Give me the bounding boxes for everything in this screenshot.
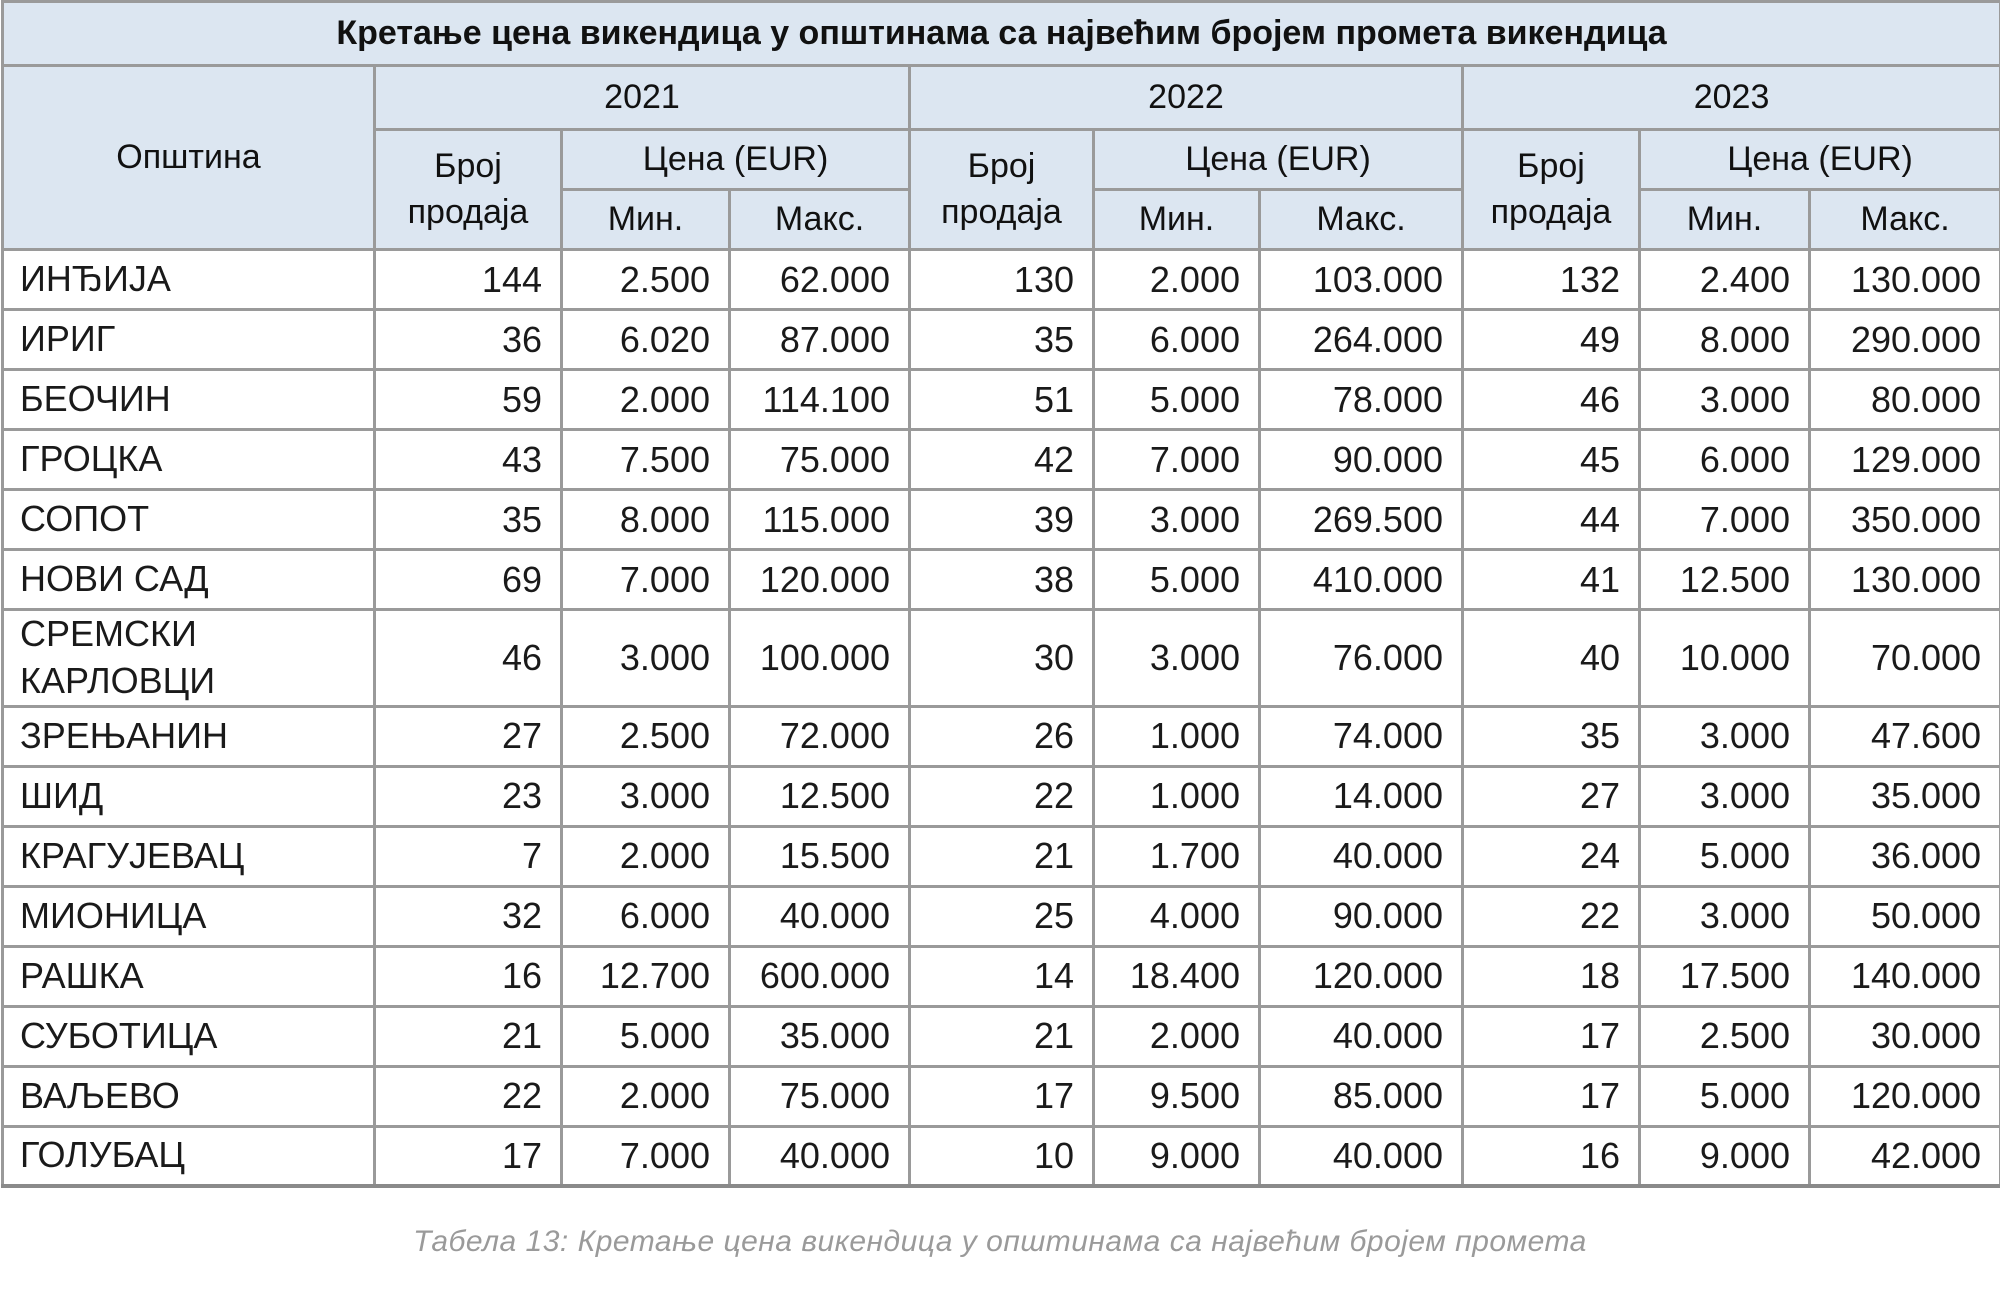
count-2023-cell: 16 (1463, 1126, 1640, 1186)
count-2022-cell: 10 (910, 1126, 1094, 1186)
count-2021-cell: 16 (375, 946, 562, 1006)
min-2023-cell: 3.000 (1640, 766, 1810, 826)
max-2023-cell: 350.000 (1810, 490, 2000, 550)
count-2022-cell: 130 (910, 250, 1094, 310)
count-2023-cell: 24 (1463, 826, 1640, 886)
min-2021-cell: 6.020 (562, 310, 730, 370)
max-2021-cell: 114.100 (730, 370, 910, 430)
municipality-cell: ГОЛУБАЦ (3, 1126, 375, 1186)
max-2021-cell: 40.000 (730, 1126, 910, 1186)
max-2023-cell: 80.000 (1810, 370, 2000, 430)
max-2023-cell: 50.000 (1810, 886, 2000, 946)
max-2021-cell: 100.000 (730, 610, 910, 707)
max-2023-cell: 140.000 (1810, 946, 2000, 1006)
count-2021-cell: 21 (375, 1006, 562, 1066)
table-header (3, 2, 2000, 250)
count-2022-cell: 14 (910, 946, 1094, 1006)
header-max-2022: Макс. (1260, 190, 1463, 250)
max-2023-cell: 120.000 (1810, 1066, 2000, 1126)
min-2023-cell: 5.000 (1640, 826, 1810, 886)
count-2023-cell: 45 (1463, 430, 1640, 490)
min-2023-cell: 3.000 (1640, 886, 1810, 946)
header-max-2021: Макс. (730, 190, 910, 250)
municipality-cell: ВАЉЕВО (3, 1066, 375, 1126)
header-price-2021: Цена (EUR) (562, 130, 910, 190)
min-2021-cell: 6.000 (562, 886, 730, 946)
min-2021-cell: 7.500 (562, 430, 730, 490)
min-2022-cell: 6.000 (1094, 310, 1260, 370)
count-2022-cell: 21 (910, 826, 1094, 886)
max-2021-cell: 72.000 (730, 706, 910, 766)
count-2021-cell: 7 (375, 826, 562, 886)
count-2022-cell: 22 (910, 766, 1094, 826)
count-2023-cell: 41 (1463, 550, 1640, 610)
min-2022-cell: 1.000 (1094, 706, 1260, 766)
table-row (3, 946, 2000, 1006)
max-2022-cell: 120.000 (1260, 946, 1463, 1006)
header-count-2023: Број продаја (1463, 130, 1640, 250)
min-2021-cell: 2.500 (562, 706, 730, 766)
max-2023-cell: 130.000 (1810, 550, 2000, 610)
max-2023-cell: 35.000 (1810, 766, 2000, 826)
header-count-2021: Број продаја (375, 130, 562, 250)
municipality-cell: БЕОЧИН (3, 370, 375, 430)
min-2022-cell: 3.000 (1094, 490, 1260, 550)
max-2021-cell: 62.000 (730, 250, 910, 310)
header-municipality: Општина (3, 66, 375, 250)
count-2022-cell: 17 (910, 1066, 1094, 1126)
header-year-2022: 2022 (910, 66, 1463, 130)
count-2023-cell: 17 (1463, 1006, 1640, 1066)
min-2023-cell: 3.000 (1640, 370, 1810, 430)
min-2021-cell: 12.700 (562, 946, 730, 1006)
count-2021-cell: 69 (375, 550, 562, 610)
table-row (3, 310, 2000, 370)
min-2021-cell: 7.000 (562, 550, 730, 610)
count-2023-cell: 17 (1463, 1066, 1640, 1126)
min-2023-cell: 10.000 (1640, 610, 1810, 707)
municipality-cell: ШИД (3, 766, 375, 826)
min-2023-cell: 2.400 (1640, 250, 1810, 310)
count-2023-cell: 132 (1463, 250, 1640, 310)
min-2021-cell: 8.000 (562, 490, 730, 550)
max-2023-cell: 130.000 (1810, 250, 2000, 310)
municipality-cell: ГРОЦКА (3, 430, 375, 490)
table-row (3, 250, 2000, 310)
header-min-2023: Мин. (1640, 190, 1810, 250)
count-2023-cell: 22 (1463, 886, 1640, 946)
count-2022-cell: 30 (910, 610, 1094, 707)
max-2022-cell: 90.000 (1260, 886, 1463, 946)
max-2021-cell: 12.500 (730, 766, 910, 826)
municipality-cell: СОПОТ (3, 490, 375, 550)
municipality-cell: РАШКА (3, 946, 375, 1006)
min-2022-cell: 1.700 (1094, 826, 1260, 886)
table-row (3, 886, 2000, 946)
header-max-2023: Макс. (1810, 190, 2000, 250)
municipality-cell: СУБОТИЦА (3, 1006, 375, 1066)
max-2022-cell: 264.000 (1260, 310, 1463, 370)
header-min-2021: Мин. (562, 190, 730, 250)
max-2022-cell: 90.000 (1260, 430, 1463, 490)
min-2022-cell: 4.000 (1094, 886, 1260, 946)
count-2023-cell: 46 (1463, 370, 1640, 430)
min-2022-cell: 5.000 (1094, 550, 1260, 610)
table-row (3, 550, 2000, 610)
min-2022-cell: 9.000 (1094, 1126, 1260, 1186)
count-2023-cell: 49 (1463, 310, 1640, 370)
count-2021-cell: 23 (375, 766, 562, 826)
table-row (3, 490, 2000, 550)
prices-table (1, 0, 2000, 1188)
min-2023-cell: 7.000 (1640, 490, 1810, 550)
municipality-cell: ИРИГ (3, 310, 375, 370)
count-2021-cell: 22 (375, 1066, 562, 1126)
min-2022-cell: 9.500 (1094, 1066, 1260, 1126)
table-row (3, 706, 2000, 766)
max-2023-cell: 290.000 (1810, 310, 2000, 370)
count-2021-cell: 36 (375, 310, 562, 370)
max-2022-cell: 14.000 (1260, 766, 1463, 826)
min-2022-cell: 2.000 (1094, 250, 1260, 310)
count-2023-cell: 27 (1463, 766, 1640, 826)
min-2023-cell: 3.000 (1640, 706, 1810, 766)
max-2022-cell: 76.000 (1260, 610, 1463, 707)
min-2022-cell: 7.000 (1094, 430, 1260, 490)
count-2023-cell: 35 (1463, 706, 1640, 766)
max-2021-cell: 115.000 (730, 490, 910, 550)
min-2021-cell: 5.000 (562, 1006, 730, 1066)
table-row (3, 1126, 2000, 1186)
min-2023-cell: 5.000 (1640, 1066, 1810, 1126)
max-2022-cell: 410.000 (1260, 550, 1463, 610)
count-2022-cell: 51 (910, 370, 1094, 430)
count-2021-cell: 17 (375, 1126, 562, 1186)
max-2022-cell: 103.000 (1260, 250, 1463, 310)
min-2021-cell: 2.000 (562, 1066, 730, 1126)
header-year-2021: 2021 (375, 66, 910, 130)
municipality-cell: КРАГУЈЕВАЦ (3, 826, 375, 886)
max-2022-cell: 40.000 (1260, 1126, 1463, 1186)
count-2022-cell: 42 (910, 430, 1094, 490)
count-2021-cell: 32 (375, 886, 562, 946)
count-2022-cell: 35 (910, 310, 1094, 370)
table-caption: Табела 13: Кретање цена викендица у општинама са највећим бројем промета (413, 1225, 1587, 1258)
count-2021-cell: 59 (375, 370, 562, 430)
header-min-2022: Мин. (1094, 190, 1260, 250)
table-row (3, 430, 2000, 490)
municipality-cell: ИНЂИЈА (3, 250, 375, 310)
table-row (3, 370, 2000, 430)
min-2021-cell: 3.000 (562, 610, 730, 707)
min-2022-cell: 5.000 (1094, 370, 1260, 430)
count-2022-cell: 39 (910, 490, 1094, 550)
max-2021-cell: 120.000 (730, 550, 910, 610)
count-2021-cell: 27 (375, 706, 562, 766)
count-2023-cell: 40 (1463, 610, 1640, 707)
max-2021-cell: 75.000 (730, 430, 910, 490)
count-2021-cell: 46 (375, 610, 562, 707)
count-2022-cell: 25 (910, 886, 1094, 946)
max-2022-cell: 269.500 (1260, 490, 1463, 550)
min-2021-cell: 3.000 (562, 766, 730, 826)
municipality-cell: МИОНИЦА (3, 886, 375, 946)
max-2023-cell: 129.000 (1810, 430, 2000, 490)
table-title: Кретање цена викендица у општинама са највећим бројем промета викендица (3, 2, 2000, 66)
max-2023-cell: 30.000 (1810, 1006, 2000, 1066)
max-2022-cell: 40.000 (1260, 826, 1463, 886)
min-2023-cell: 8.000 (1640, 310, 1810, 370)
count-2021-cell: 43 (375, 430, 562, 490)
municipality-cell: ЗРЕЊАНИН (3, 706, 375, 766)
max-2023-cell: 47.600 (1810, 706, 2000, 766)
min-2021-cell: 2.000 (562, 370, 730, 430)
min-2021-cell: 7.000 (562, 1126, 730, 1186)
max-2021-cell: 87.000 (730, 310, 910, 370)
table-row (3, 766, 2000, 826)
min-2022-cell: 2.000 (1094, 1006, 1260, 1066)
max-2021-cell: 15.500 (730, 826, 910, 886)
max-2021-cell: 40.000 (730, 886, 910, 946)
max-2021-cell: 600.000 (730, 946, 910, 1006)
count-2023-cell: 18 (1463, 946, 1640, 1006)
max-2023-cell: 36.000 (1810, 826, 2000, 886)
min-2023-cell: 9.000 (1640, 1126, 1810, 1186)
max-2022-cell: 40.000 (1260, 1006, 1463, 1066)
header-price-2023: Цена (EUR) (1640, 130, 2000, 190)
count-2021-cell: 144 (375, 250, 562, 310)
min-2022-cell: 1.000 (1094, 766, 1260, 826)
max-2023-cell: 42.000 (1810, 1126, 2000, 1186)
min-2023-cell: 12.500 (1640, 550, 1810, 610)
count-2021-cell: 35 (375, 490, 562, 550)
table-row (3, 1066, 2000, 1126)
min-2023-cell: 17.500 (1640, 946, 1810, 1006)
table-row (3, 610, 2000, 707)
max-2022-cell: 74.000 (1260, 706, 1463, 766)
max-2021-cell: 35.000 (730, 1006, 910, 1066)
max-2022-cell: 78.000 (1260, 370, 1463, 430)
min-2022-cell: 3.000 (1094, 610, 1260, 707)
min-2023-cell: 6.000 (1640, 430, 1810, 490)
max-2022-cell: 85.000 (1260, 1066, 1463, 1126)
count-2022-cell: 38 (910, 550, 1094, 610)
count-2023-cell: 44 (1463, 490, 1640, 550)
min-2022-cell: 18.400 (1094, 946, 1260, 1006)
municipality-cell: СРЕМСКИ КАРЛОВЦИ (3, 610, 375, 707)
header-count-2022: Број продаја (910, 130, 1094, 250)
municipality-cell: НОВИ САД (3, 550, 375, 610)
table-row (3, 826, 2000, 886)
header-year-2023: 2023 (1463, 66, 2000, 130)
max-2021-cell: 75.000 (730, 1066, 910, 1126)
min-2021-cell: 2.000 (562, 826, 730, 886)
count-2022-cell: 26 (910, 706, 1094, 766)
header-price-2022: Цена (EUR) (1094, 130, 1463, 190)
min-2023-cell: 2.500 (1640, 1006, 1810, 1066)
table-body (3, 250, 2000, 1187)
min-2021-cell: 2.500 (562, 250, 730, 310)
table-row (3, 1006, 2000, 1066)
count-2022-cell: 21 (910, 1006, 1094, 1066)
max-2023-cell: 70.000 (1810, 610, 2000, 707)
